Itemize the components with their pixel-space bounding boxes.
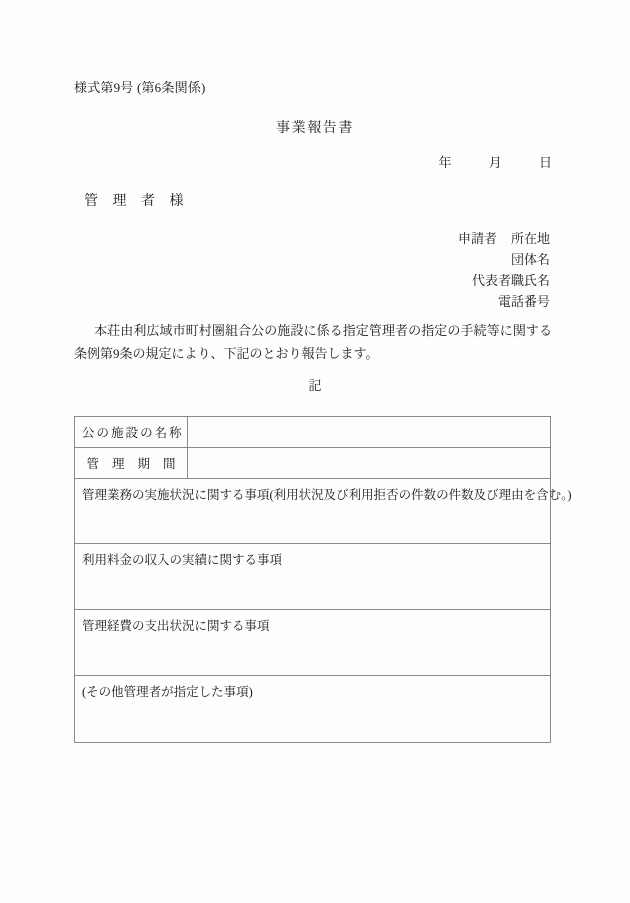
applicant-representative-row bbox=[458, 270, 550, 291]
management-period-label bbox=[75, 454, 187, 472]
addressee-honorific: 様 bbox=[169, 194, 184, 209]
label-char: の bbox=[140, 426, 153, 440]
facility-name-input-cell[interactable] bbox=[188, 417, 551, 448]
table-row bbox=[75, 676, 551, 743]
label-char: 間 bbox=[163, 457, 176, 471]
other-designated-items-cell[interactable] bbox=[75, 676, 551, 743]
applicant-label: 申請者 bbox=[457, 231, 497, 246]
facility-name-label-cell bbox=[75, 417, 188, 448]
usage-fee-income-cell[interactable] bbox=[75, 544, 551, 610]
report-table bbox=[74, 416, 572, 743]
label-char: 理 bbox=[111, 457, 125, 471]
addressee-char: 理 bbox=[112, 194, 127, 209]
facility-name-label bbox=[75, 423, 187, 441]
applicant-location-label: 所在地 bbox=[510, 231, 550, 246]
management-operations-label: 管理業務の実施状況に関する事項(利用状況及び利用拒否の件数の件数及び理由を含む。) bbox=[82, 488, 572, 502]
table-row bbox=[75, 448, 551, 479]
label-char: 称 bbox=[169, 426, 182, 440]
document-title: 事業報告書 bbox=[276, 121, 354, 136]
table-row bbox=[75, 417, 551, 448]
label-char: 公 bbox=[82, 426, 95, 440]
label-char: 期 bbox=[137, 457, 151, 471]
usage-fee-income-label: 利用料金の収入の実績に関する事項 bbox=[82, 553, 283, 567]
table-row bbox=[75, 479, 551, 544]
management-operations-cell[interactable] bbox=[75, 479, 572, 544]
body-paragraph-text: 本荘由利広域市町村圏組合公の施設に係る指定管理者の指定の手続等に関する条例第9条の規定により、下記のとおり報告します。 bbox=[74, 323, 552, 361]
date-line bbox=[438, 152, 552, 171]
date-month-label: 月 bbox=[488, 155, 502, 170]
date-day-label: 日 bbox=[538, 155, 552, 170]
applicant-location-row bbox=[458, 228, 550, 249]
body-paragraph bbox=[74, 319, 552, 365]
other-designated-items-label: (その他管理者が指定した事項) bbox=[82, 685, 253, 699]
management-period-label-cell bbox=[75, 448, 188, 479]
table-row bbox=[75, 610, 551, 676]
addressee-char: 管 bbox=[84, 194, 98, 209]
addressee-line bbox=[84, 190, 184, 210]
table-row bbox=[75, 544, 551, 610]
date-year-label: 年 bbox=[438, 155, 452, 170]
management-expenses-label: 管理経費の支出状況に関する事項 bbox=[82, 619, 270, 633]
label-char: 設 bbox=[125, 426, 139, 440]
addressee-char: 者 bbox=[141, 194, 155, 209]
applicant-organization-label: 団体名 bbox=[510, 252, 550, 267]
label-char: の bbox=[96, 426, 110, 440]
label-char: 名 bbox=[154, 426, 168, 440]
label-char: 施 bbox=[111, 426, 124, 440]
applicant-block bbox=[458, 228, 550, 312]
applicant-representative-label: 代表者職氏名 bbox=[471, 273, 550, 288]
management-expenses-cell[interactable] bbox=[75, 610, 551, 676]
applicant-phone-label: 電話番号 bbox=[497, 294, 550, 309]
label-char: 管 bbox=[86, 457, 99, 471]
applicant-phone-row bbox=[458, 291, 550, 312]
applicant-organization-row bbox=[458, 249, 550, 270]
form-number: 様式第9号 (第6条関係) bbox=[74, 80, 206, 95]
management-period-input-cell[interactable] bbox=[188, 448, 551, 479]
ki-marker: 記 bbox=[308, 378, 322, 393]
